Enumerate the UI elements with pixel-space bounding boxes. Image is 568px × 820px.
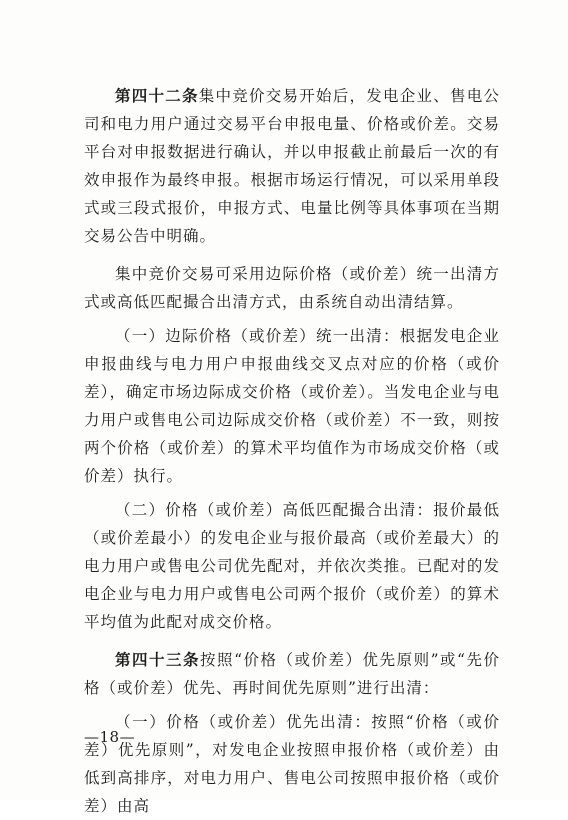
marginal-price-paragraph: （一）边际价格（或价差）统一出清：根据发电企业申报曲线与电力用户申报曲线交叉点对应的价格（或价差），确定市场边际成交价格（或价差）。当发电企业与电力用户或售电公司边际成交价格（或价差）不一致，则按两个价格（或价差）的算术平均值作为市场成交价格（或价差）执行。	[84, 327, 500, 485]
article-42-paragraph	[84, 82, 500, 250]
article-43-paragraph	[84, 646, 500, 702]
article-42-text: 集中竞价交易开始后，发电企业、售电公司和电力用户通过交易平台申报电量、价格或价差。交易平台对申报数据进行确认，并以申报截止前最后一次的有效申报作为最终申报。根据市场运行情况，可以采用单段式或三段式报价，申报方式、电量比例等具体事项在当期交易公告中明确。	[84, 87, 500, 245]
clearing-methods-paragraph: 集中竞价交易可采用边际价格（或价差）统一出清方式或高低匹配撮合出清方式，由系统自动出清结算。	[84, 265, 500, 311]
article-42-heading: 第四十二条	[115, 87, 199, 105]
matching-paragraph: （二）价格（或价差）高低匹配撮合出清：报价最低（或价差最小）的发电企业与报价最高（或价差最大）的电力用户或售电公司优先配对，并依次类推。已配对的发电企业与电力用户或售电公司两个报价（或价差）的算术平均值为此配对成交价格。	[84, 501, 500, 631]
article-43-heading: 第四十三条	[115, 651, 201, 669]
page-number: —18—	[84, 728, 136, 746]
price-priority-paragraph: （一）价格（或价差）优先出清：按照“价格（或价差）优先原则”，对发电企业按照申报价格（或价差）由低到高排序，对电力用户、售电公司按照申报价格（或价差）由高	[84, 713, 500, 815]
article-43-text: 按照“价格（或价差）优先原则”或“先价格（或价差）优先、再时间优先原则”进行出清：	[84, 651, 500, 697]
document-body	[84, 82, 500, 820]
